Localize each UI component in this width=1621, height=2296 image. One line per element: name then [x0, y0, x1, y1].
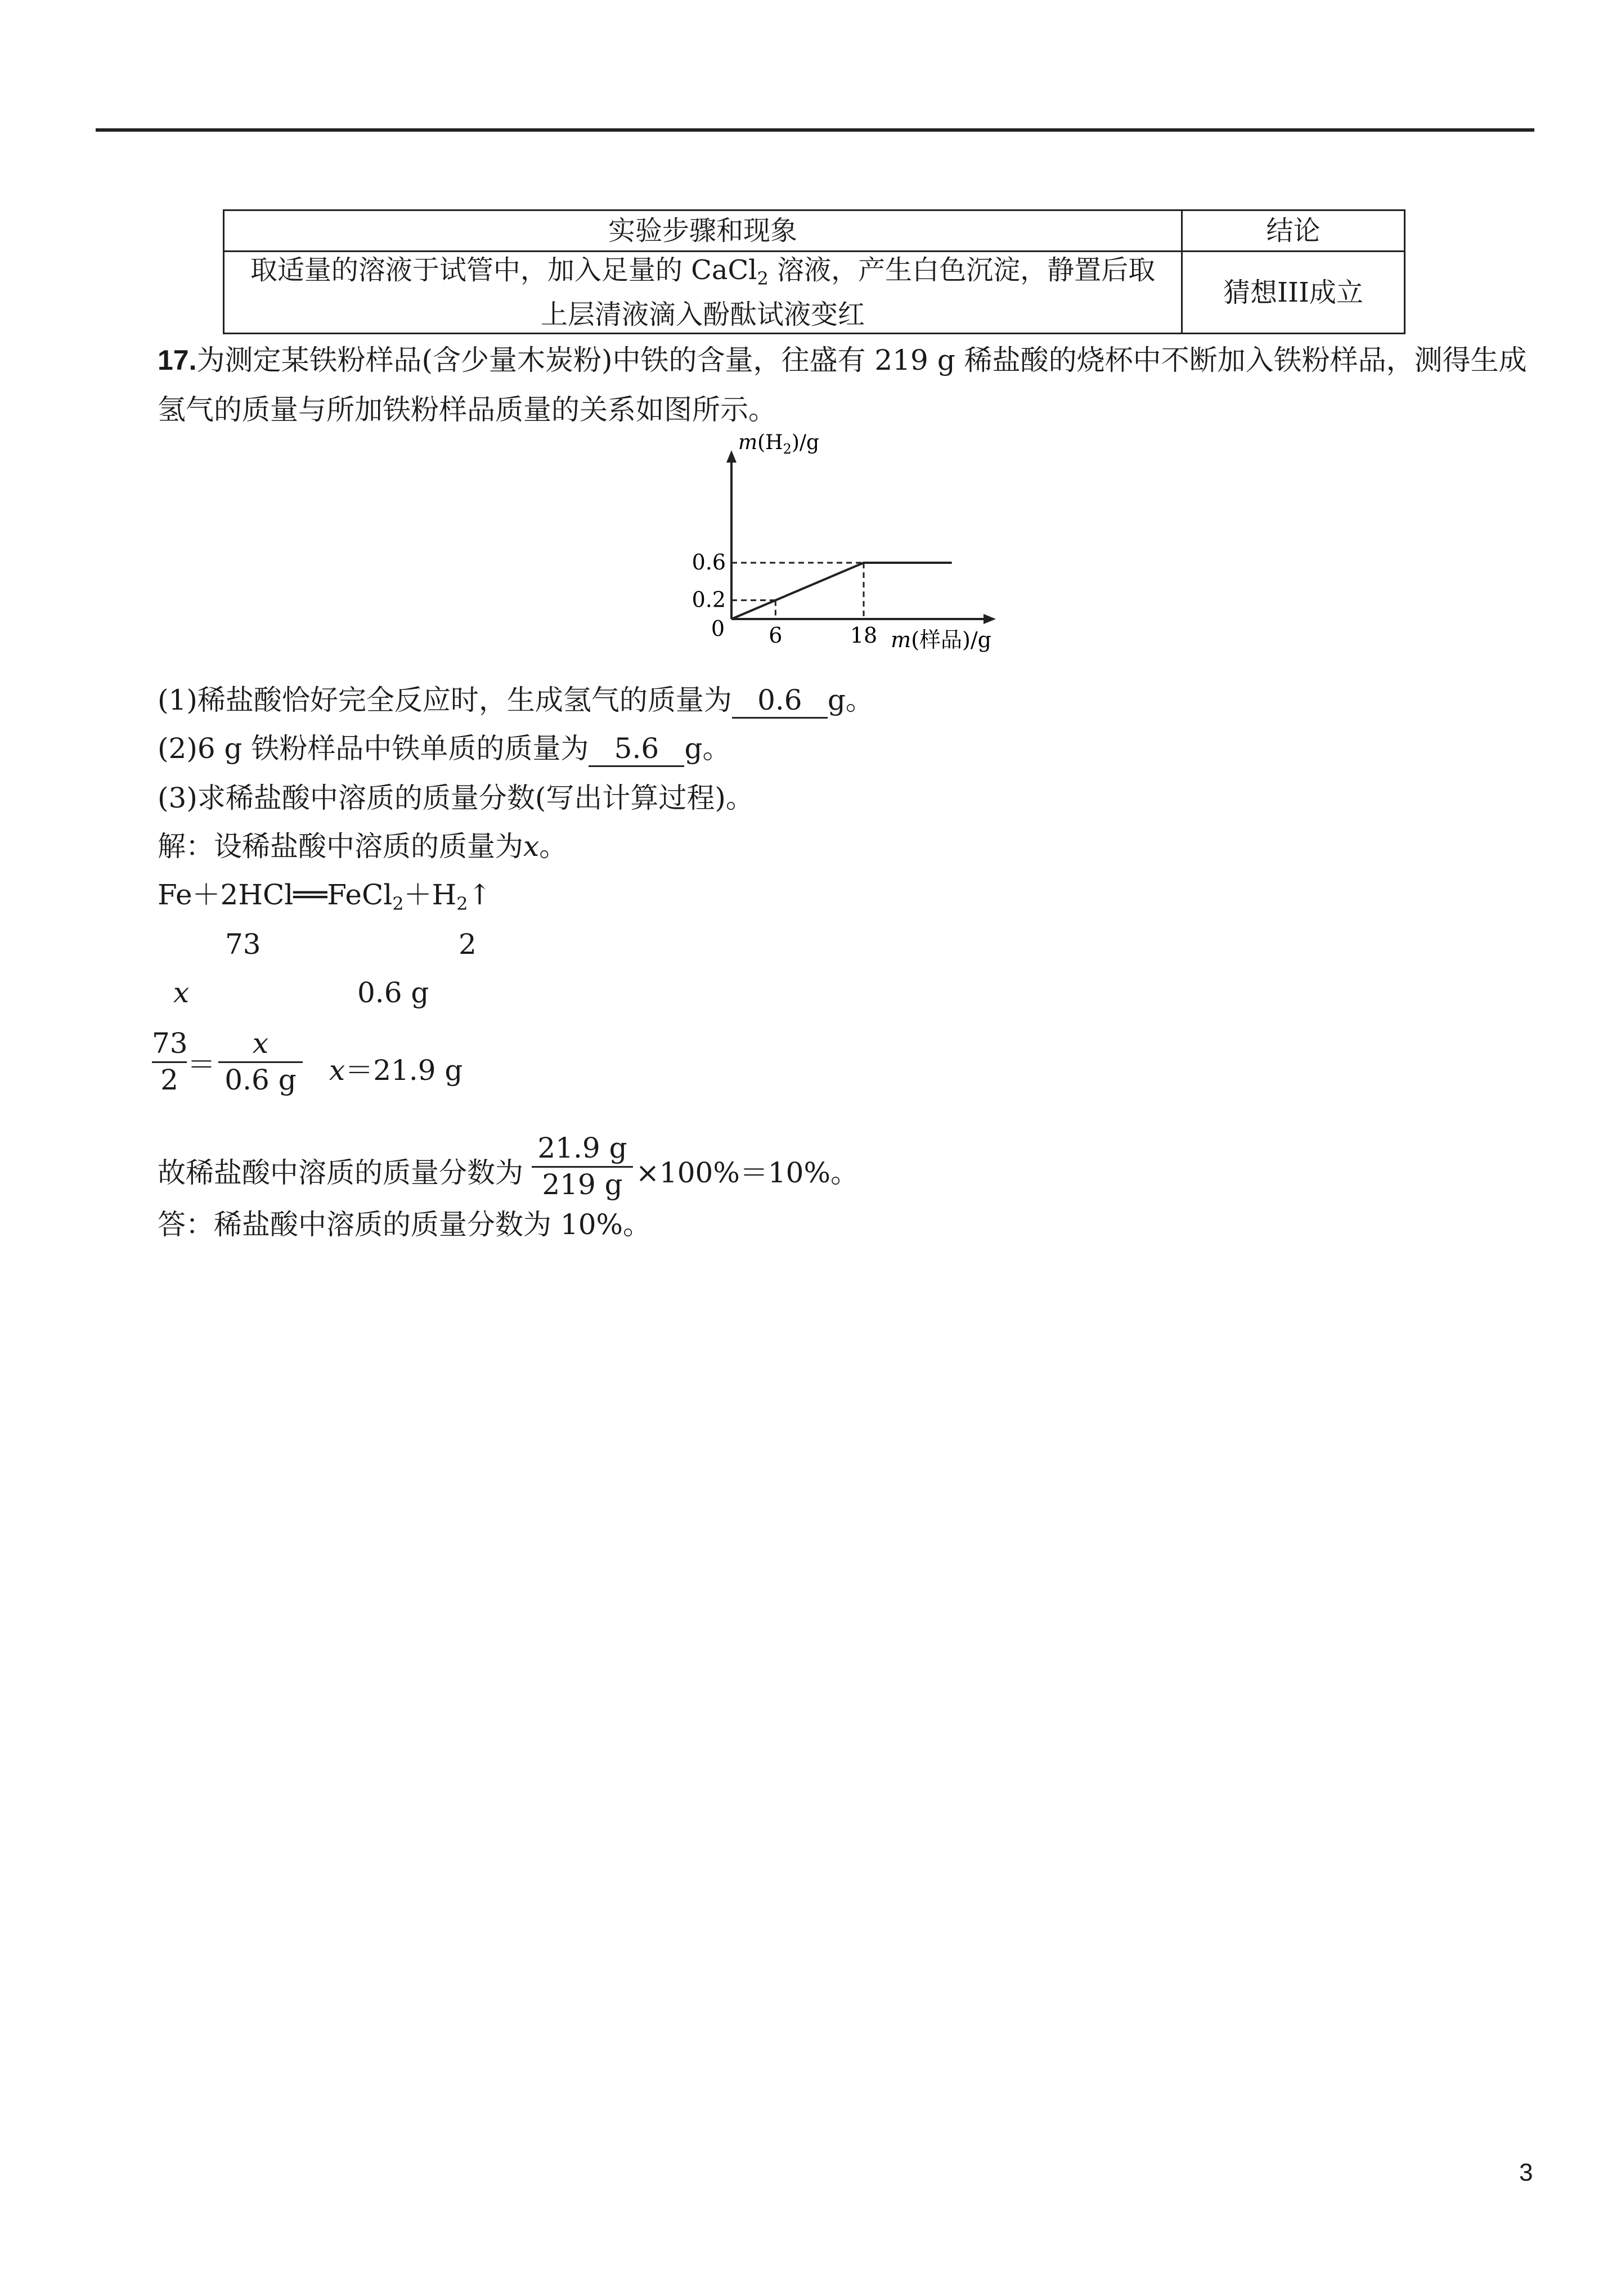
- given-mass: 0.6 g: [357, 976, 429, 1009]
- hydrogen-mass-chart: [670, 433, 1002, 658]
- molar-mass-hcl: 73: [225, 928, 261, 961]
- header-rule: [96, 128, 1534, 132]
- conclusion-cell: 猜想III成立: [1182, 252, 1405, 334]
- molar-mass-h2: 2: [459, 928, 477, 961]
- y-axis-arrow-icon: [726, 450, 737, 463]
- fraction-numerator: x: [252, 1027, 269, 1060]
- y-tick-label: 0.2: [691, 587, 726, 612]
- origin-label: 0: [711, 616, 725, 641]
- solution-intro: 解：设稀盐酸中溶质的质量为x。: [158, 830, 568, 863]
- fraction-denominator: 2: [152, 1061, 187, 1098]
- x-axis-arrow-icon: [984, 614, 996, 624]
- page-number: 3: [1519, 2159, 1533, 2186]
- header-steps: 实验步骤和现象: [224, 210, 1182, 252]
- table-header-row: [224, 210, 1405, 252]
- answer-blank-1: 0.6: [732, 683, 828, 719]
- ratio-fraction-1: [152, 1026, 187, 1098]
- y-axis-label: $m(H_2)/g$: [738, 433, 820, 457]
- table-row: [224, 252, 1405, 334]
- subquestion-1: (1)稀盐酸恰好完全反应时，生成氢气的质量为 0.6 g。: [158, 682, 874, 719]
- percent-prefix: 故稀盐酸中溶质的质量分数为: [158, 1156, 523, 1189]
- steps-line-1: 取适量的溶液于试管中，加入足量的 CaCl$_2$ 溶液，产生白色沉淀，静置后取: [250, 254, 1156, 289]
- percent-suffix: ×100%＝10%。: [636, 1156, 859, 1189]
- fraction-denominator: 0.6 g: [218, 1061, 303, 1098]
- answer-blank-2: 5.6: [589, 732, 684, 767]
- ratio-fraction-2: [218, 1026, 303, 1098]
- question-number: 17.: [158, 344, 197, 376]
- x-tick-label: 18: [850, 623, 878, 648]
- fraction-numerator: 21.9 g: [537, 1132, 627, 1164]
- fraction-denominator: 219 g: [532, 1166, 633, 1203]
- x-tick-label: 6: [769, 623, 783, 648]
- steps-cell: [224, 252, 1182, 334]
- unknown-x: x: [173, 976, 190, 1009]
- result-x: x＝21.9 g: [329, 1054, 463, 1087]
- header-conclusion: 结论: [1182, 210, 1405, 252]
- final-answer: 答：稀盐酸中溶质的质量分数为 10%。: [158, 1208, 652, 1241]
- fraction-numerator: 73: [152, 1027, 188, 1060]
- chemical-equation: $Fe+2HCl══FeCl_2+H_2↑$: [158, 878, 492, 914]
- question-17: [158, 335, 1530, 434]
- steps-line-2: 上层清液滴入酚酞试液变红: [540, 299, 865, 330]
- subquestion-3: (3)求稀盐酸中溶质的质量分数(写出计算过程)。: [158, 782, 754, 814]
- gas-arrow-icon: ↑: [468, 878, 492, 911]
- x-axis-label: m(样品)/g: [891, 627, 991, 652]
- percent-fraction: [532, 1131, 633, 1203]
- equals-sign: ＝: [187, 1048, 215, 1081]
- experiment-table: [223, 209, 1406, 334]
- data-line: [731, 563, 952, 619]
- subquestion-2: (2)6 g 铁粉样品中铁单质的质量为 5.6 g。: [158, 730, 730, 767]
- question-text: 为测定某铁粉样品(含少量木炭粉)中铁的含量，往盛有 219 g 稀盐酸的烧杯中不断加入铁粉样品，测得生成氢气的质量与所加铁粉样品质量的关系如图所示。: [158, 344, 1527, 426]
- y-tick-label: 0.6: [691, 550, 726, 575]
